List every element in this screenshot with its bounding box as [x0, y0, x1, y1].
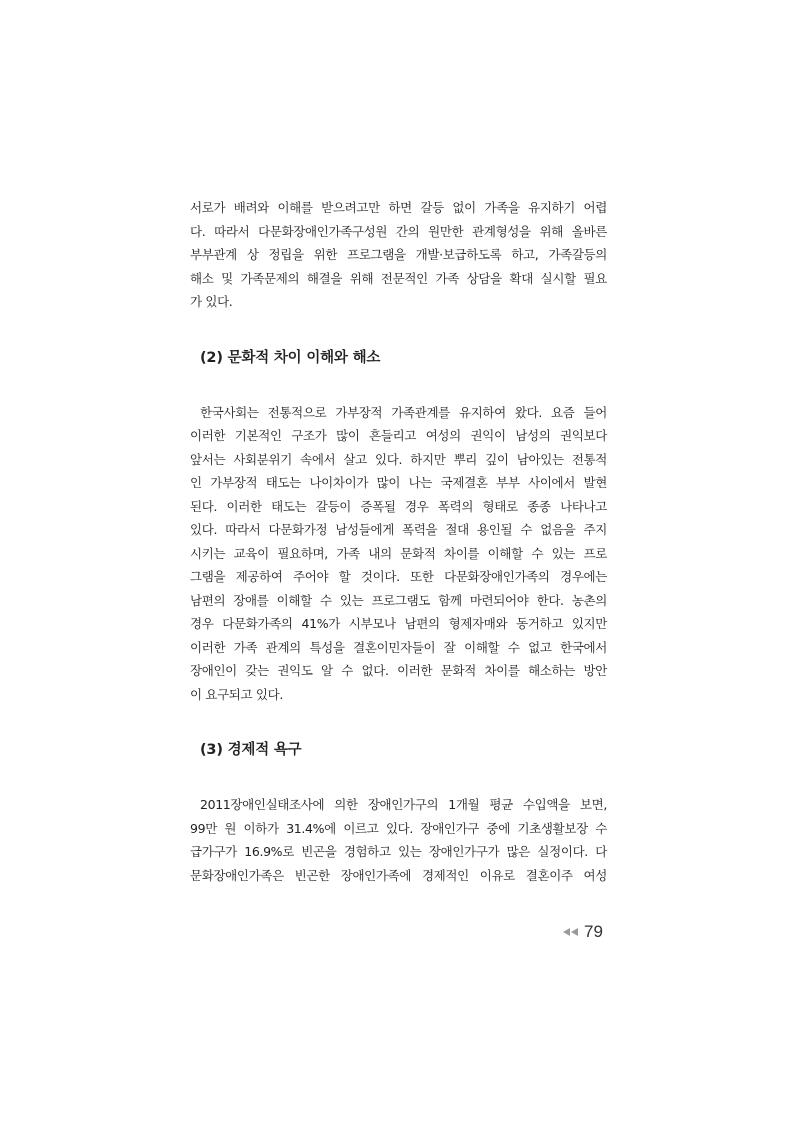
text-line: 장애인이 갖는 권익도 알 수 없다. 이러한 문화적 차이를 해소하는 방안: [190, 663, 607, 678]
text-line: 서로가 배려와 이해를 받으려고만 하면 갈등 없이 가족을 유지하기 어렵: [190, 200, 607, 215]
double-left-arrow-icon: [563, 928, 578, 936]
text-line: 그램을 제공하여 주어야 할 것이다. 또한 다문화장애인가족의 경우에는: [190, 569, 607, 584]
text-line: 있다. 따라서 다문화가정 남성들에게 폭력을 절대 용인될 수 없음을 주지: [190, 522, 607, 537]
text-line: 부부관계 상 정립을 위한 프로그램을 개발·보급하도록 하고, 가족갈등의: [190, 247, 607, 262]
text-line: 2011장애인실태조사에 의한 장애인가구의 1개월 평균 수입액을 보면,: [200, 797, 607, 812]
text-line: 문화장애인가족은 빈곤한 장애인가족에 경제적인 이유로 결혼이주 여성: [190, 867, 607, 883]
text-line: 한국사회는 전통적으로 가부장적 가족관계를 유지하여 왔다. 요즘 들어: [200, 404, 607, 420]
text-line: 이러한 기본적인 구조가 많이 흔들리고 여성의 권익이 남성의 권익보다: [190, 428, 607, 443]
text-line: 이 요구되고 있다.: [190, 686, 283, 702]
paragraph-cultural-difference: [190, 401, 607, 707]
text-line: 해소 및 가족문제의 해결을 위해 전문적인 가족 상담을 확대 실시할 필요: [190, 270, 607, 286]
text-line: 이러한 가족 관계의 특성을 결혼이민자들이 잘 이해할 수 없고 한국에서: [190, 639, 607, 655]
paragraph-economic-needs: [190, 793, 607, 887]
text-line: 경우 다문화가족의 41%가 시부모나 남편의 형제자매와 동거하고 있지만: [190, 616, 607, 631]
page-footer: [563, 922, 603, 942]
text-line: 가 있다.: [190, 294, 233, 309]
paragraph-family-counseling: [190, 196, 607, 314]
text-line: 급가구가 16.9%로 빈곤을 경험하고 있는 장애인가구가 많은 실정이다. 다: [190, 844, 607, 859]
page-body: [190, 196, 607, 887]
text-line: 앞서는 사회분위기 속에서 살고 있다. 하지만 뿌리 깊이 남아있는 전통적: [190, 451, 607, 467]
text-line: 다. 따라서 다문화장애인가족구성원 간의 원만한 관계형성을 위해 올바른: [190, 223, 607, 239]
text-line: 시키는 교육이 필요하며, 가족 내의 문화적 차이를 이해할 수 있는 프로: [190, 545, 607, 561]
section-heading-economic-needs: (3) 경제적 욕구: [200, 742, 302, 758]
page-number: 79: [584, 922, 603, 941]
section-heading-cultural-difference: (2) 문화적 차이 이해와 해소: [200, 349, 381, 366]
text-line: 인 가부장적 태도는 나이차이가 많이 나는 국제결혼 부부 사이에서 발현: [190, 475, 607, 490]
text-line: 된다. 이러한 태도는 갈등이 증폭될 경우 폭력의 형태로 종종 나타나고: [190, 498, 607, 514]
text-line: 남편의 장애를 이해할 수 있는 프로그램도 함께 마련되어야 한다. 농촌의: [190, 592, 607, 608]
text-line: 99만 원 이하가 31.4%에 이르고 있다. 장애인가구 중에 기초생활보장 수: [190, 820, 607, 836]
